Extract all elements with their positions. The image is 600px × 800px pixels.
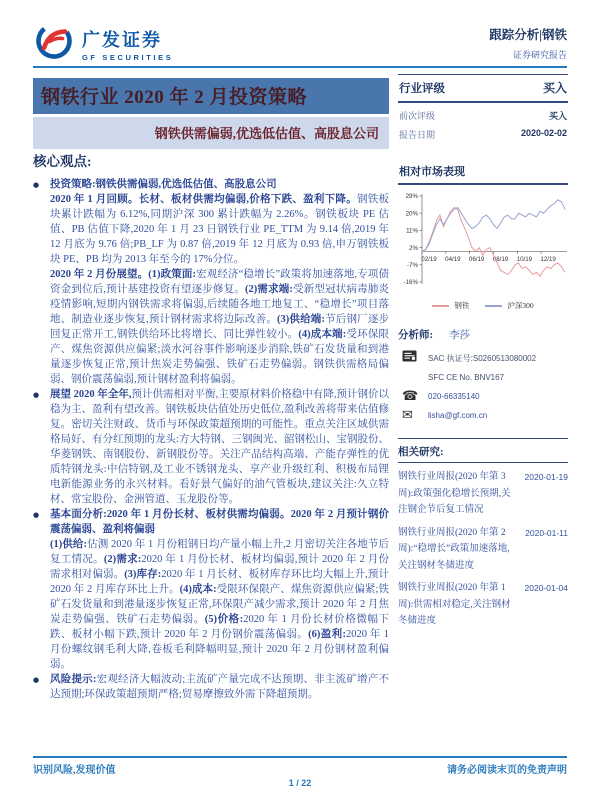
related-research-section [398, 438, 568, 630]
core-bullet: ● 投资策略:钢铁供需偏弱,优选低估值、高股息公司 2020 年 1 月回顾。长材、板材供需均偏弱,价格下跌、盈利下降。钢铁板块累计跌幅为 6.12%,同期沪深 300 累计跌幅为 2.26%。钢铁板块 PE 估值、PB 估值下降,2020 年 1 月 23 日钢铁行业 PE_TTM 为 9.14 倍,2019 年 12 月底为 9.76 倍;PB_LF 为 0.87 倍,2019 年 12 月底为 0.93 倍,申万钢铁板块 PE、PB 均为 2013 年至今的 17%分位。 2020 年 2 月份展望。(1)政策面:宏观经济“稳增长”政策将加速落地,专项债资金到位后,预计基建投资有望逐步修复。(2)需求端:受新型冠状病毒肺炎疫情影响,短期内钢铁需求将偏弱,后续随各地工地复工、“稳增长”项目落地、制造业逐步恢复,预计钢材需求将边际改善。(3)供给端:节后钢厂逐步回复正常开工,钢铁供给环比将增长、同比弹性较小。(4)成本端:受环保限产、煤焦资源供应偏紧;淡水河谷事件影响逐步消除,铁矿石发货量和到港量逐步恢复正常,预计焦炭走势偏强、铁矿石走势偏弱。钢铁供需格局偏弱、钢价震荡偏弱,预计钢材盈利将偏弱。 [33, 179, 390, 385]
report-meta [489, 21, 567, 61]
report-date-label: 报告日期 [399, 130, 436, 140]
info-column [398, 74, 568, 630]
page-subtitle: 钢铁供需偏弱,优选低估值、高股息公司 [154, 126, 379, 141]
page-number: 1 / 22 [288, 778, 312, 788]
bullet-icon: ● [33, 181, 40, 189]
analyst-email[interactable]: lisha@gf.com.cn [428, 411, 488, 420]
legend-label: 沪深300 [507, 301, 534, 310]
footer [33, 761, 567, 776]
related-item-title: 钢铁行业周报(2020 年第 3 周):政策强化稳增长预期,关注钢企节后复工情况 [398, 472, 511, 515]
related-item-title: 钢铁行业周报(2020 年第 2 周):“稳增长”政策加速落地,关注钢材冬储进度 [398, 527, 510, 571]
legend-item [432, 300, 469, 311]
brand-name-cn: 广发证券 [82, 29, 162, 50]
legend-line-swatch [432, 305, 449, 307]
performance-chart-svg [398, 191, 568, 291]
core-views-header: 核心观点: [33, 154, 92, 169]
related-item-date: 2020-01-04 [524, 583, 568, 593]
phone-icon: ☎ [402, 389, 419, 404]
market-performance-section [398, 163, 568, 311]
certificate-icon [398, 349, 428, 367]
analyst-sfc: SFC CE No. BNV167 [428, 373, 505, 382]
related-research-item[interactable] [398, 525, 568, 575]
subtitle-band [33, 117, 389, 149]
prev-rating-value: 买入 [548, 111, 567, 121]
analyst-sac: SAC 执证号:S0260513080002 [428, 353, 537, 363]
page-title: 钢铁行业 2020 年 2 月投资策略 [41, 87, 308, 108]
svg-text:20%: 20% [405, 210, 418, 218]
gf-logo-icon [33, 21, 75, 66]
footer-disclaimer: 请务必阅读末页的免责声明 [447, 765, 567, 776]
title-band [33, 78, 389, 114]
related-research-item[interactable] [398, 469, 568, 519]
related-item-title: 钢铁行业周报(2020 年第 1 周):供需相对稳定,关注钢材冬储进度 [398, 583, 511, 626]
report-category: 证券研究报告 [512, 50, 567, 60]
related-list [398, 469, 568, 630]
related-research-header: 相关研究: [398, 444, 568, 463]
market-performance-header: 相对市场表现 [398, 163, 568, 185]
brand-text [82, 26, 173, 62]
analyst-phone: 020-66335140 [428, 392, 480, 401]
svg-text:11%: 11% [406, 227, 418, 235]
legend-item [485, 300, 533, 311]
related-item-date: 2020-01-11 [525, 527, 568, 538]
core-bullet: ● 展望 2020 年全年,预计供需相对平衡,主要原材料价格稳中有降,预计钢价以稳为主、盈利有望改善。钢铁板块估值处历史低位,盈利改善将带来估值修复。密切关注财政、货币与环保政策超预期的可能性。重点关注区域供需格局好、有分红预期的龙头:方大特钢、三钢闽光、韶钢松山、宝钢股份、华菱钢铁、南钢股份、新钢股份等。关注产品结构高端、产能存弹性的优质特钢龙头:中信特钢,及工业不锈钢龙头、享产业升级红利、积极布局锂电新能源业务的永兴材料。看好景气偏好的油气管板块,建议关注:久立特材、常宝股份、金洲管道、玉龙股份等。 [33, 389, 390, 505]
core-bullet: ● 风险提示:宏观经济大幅波动;主流矿产量完成不达预期、非主流矿增产不达预期;环保政策超预期严格;贸易摩擦致外需下降超预期。 [33, 674, 389, 700]
analyst-label: 分析师: [398, 330, 433, 341]
core-bullet: ● 基本面分析:2020 年 1 月份长材、板材供需均偏弱。2020 年 2 月预计钢价震荡偏弱、盈利将偏弱 (1)供给:估测 2020 年 1 月份粗钢日均产量小幅上升,2 月密切关注各地节后复工情况。(2)需求:2020 年 1 月份长材、板材均偏弱,预计 2020 年 2 月份需求相对偏弱。(3)库存:2020 年 1 月长材、板材库存环比均大幅上升,预计 2020 年 2 月库存环比上升。(4)成本:受限环保限产、煤焦资源供应偏紧;铁矿石发货量和到港量逐步恢复正常,环保限产减少需求,预计 2020 年 2 月焦炭走势偏强、铁矿石走势偏弱。(5)价格:2020 年 1 月份长材价格微幅下跌、板材小幅下跌,预计 2020 年 2 月份钢价震荡偏弱。(6)盈利:2020 年 1 月份螺纹钢毛利大降,卷板毛利降幅明显,预计 2020 年 2 月份钢材盈利偏弱。 [33, 509, 390, 670]
brand-name-en: GF SECURITIES [82, 52, 174, 62]
core-bullets [33, 177, 389, 702]
chart-legend [398, 300, 568, 311]
core-views-section [33, 150, 389, 702]
bullet-icon: ● [33, 391, 40, 399]
prev-rating-row [398, 103, 568, 122]
report-type: 跟踪分析|钢铁 [489, 28, 567, 42]
svg-text:02/19: 02/19 [421, 255, 437, 263]
svg-text:29%: 29% [405, 193, 418, 201]
analyst-section [398, 327, 568, 424]
svg-text:04/19: 04/19 [445, 255, 461, 263]
report-date-value: 2020-02-02 [520, 128, 567, 138]
rating-value: 买入 [542, 81, 567, 95]
svg-text:-16%: -16% [403, 279, 418, 287]
bullet-icon: ● [33, 676, 40, 684]
related-item-date: 2020-01-19 [524, 472, 568, 482]
svg-text:08/19: 08/19 [492, 255, 509, 263]
footer-slogan: 识别风险,发现价值 [33, 765, 116, 776]
report-header [33, 21, 567, 65]
rating-label: 行业评级 [399, 83, 445, 95]
analyst-name: 李莎 [449, 330, 470, 341]
footer-divider [33, 756, 567, 758]
prev-rating-label: 前次评级 [399, 111, 436, 121]
title-block [33, 78, 389, 149]
legend-line-swatch [485, 305, 502, 307]
header-divider [33, 66, 567, 68]
svg-text:06/19: 06/19 [468, 255, 485, 263]
svg-text:2%: 2% [409, 244, 418, 252]
related-research-item[interactable] [398, 580, 568, 630]
bullet-icon: ● [33, 511, 40, 519]
relative-performance-chart [398, 191, 568, 296]
analyst-contacts [398, 349, 568, 424]
legend-label: 钢铁 [454, 301, 470, 310]
rating-header-row [398, 74, 568, 103]
gf-securities-logo [33, 21, 173, 66]
report-date-row [398, 122, 568, 141]
envelope-icon: ✉ [402, 408, 413, 423]
svg-text:10/19: 10/19 [516, 255, 533, 263]
svg-text:-7%: -7% [406, 262, 418, 269]
svg-text:12/19: 12/19 [540, 255, 556, 263]
